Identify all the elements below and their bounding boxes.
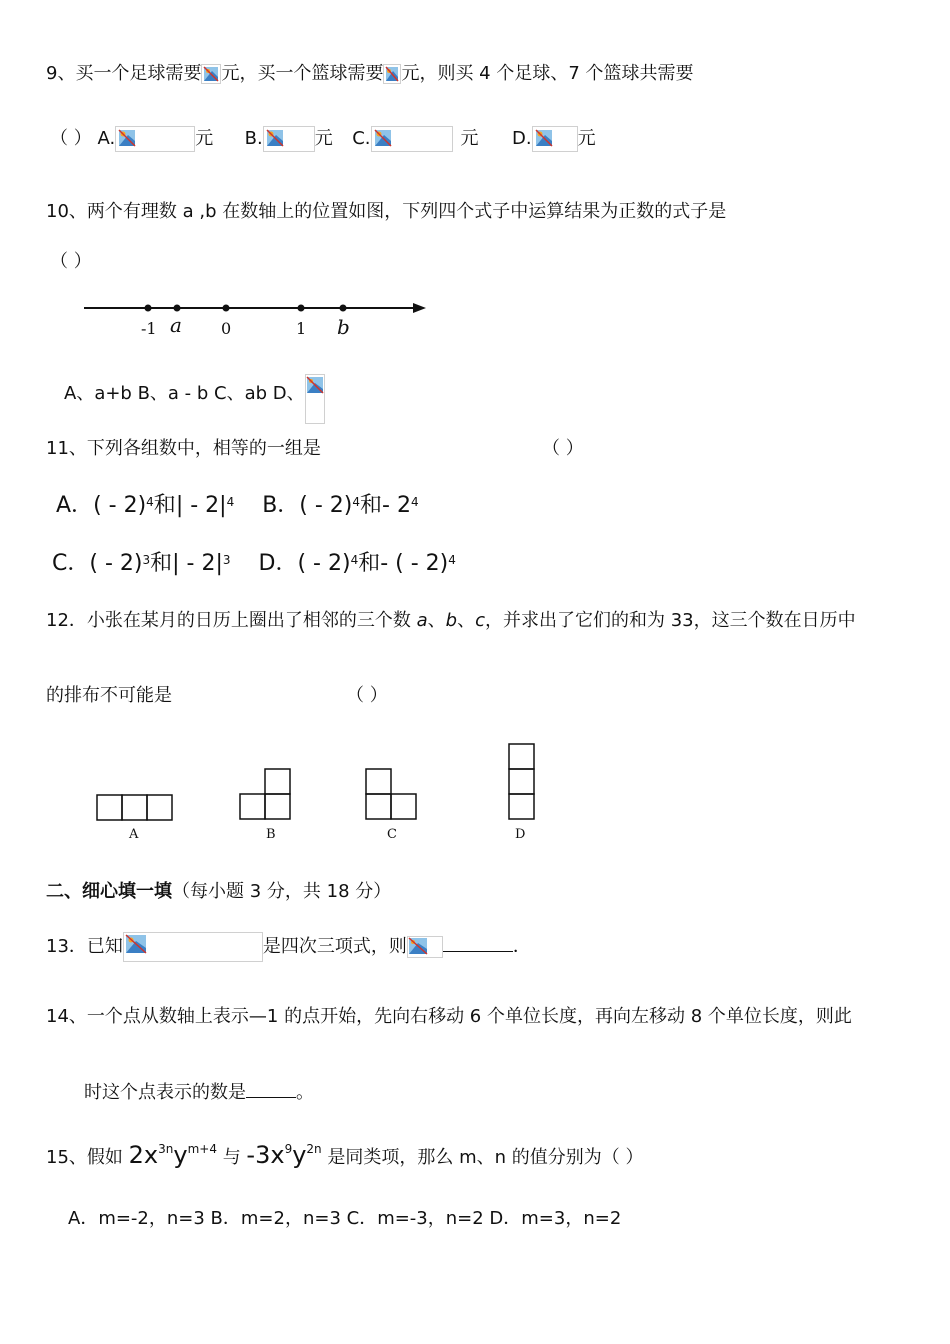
q13-text-part1: 13．已知 (46, 936, 123, 957)
number-line-diagram (80, 296, 430, 342)
q14-text-part2: 时这个点表示的数是 (84, 1082, 246, 1103)
expr: ( - 2) (297, 551, 351, 576)
section-title: 二、细心填一填 (46, 881, 172, 902)
diagram-label-b: B (266, 827, 276, 842)
diagram-label-a: A (129, 827, 139, 842)
q10-paren: （ ） (50, 251, 92, 272)
unit-yuan: 元 (460, 128, 479, 149)
exponent: 3 (142, 553, 151, 567)
calendar-diagram-c (365, 768, 421, 844)
q9-stem (46, 62, 694, 86)
option-c-label: C. (352, 128, 371, 149)
broken-image-icon (383, 64, 401, 84)
broken-image-icon (123, 932, 263, 962)
answer-paren: （ ） (50, 128, 92, 149)
expr: ( - 2) (93, 493, 147, 518)
q15-options: A．m=-2，n=3 B．m=2，n=3 C．m=-3，n=2 D．m=3，n=2 (68, 1208, 622, 1229)
expr: ( - 2) (299, 493, 353, 518)
option-d-label: D． (258, 551, 298, 576)
q12-text-part1: 12．小张在某月的日历上圈出了相邻的三个数 (46, 610, 417, 631)
section-note: （每小题 3 分，共 18 分） (172, 881, 392, 902)
exponent: 4 (352, 495, 361, 509)
var-b: b (445, 610, 458, 631)
q11-stem (46, 437, 606, 461)
answer-blank[interactable] (246, 1079, 296, 1098)
tick-label-b: b (337, 315, 350, 339)
calendar-diagram-d (508, 743, 538, 844)
period: 。 (296, 1082, 314, 1103)
broken-image-icon (305, 374, 325, 424)
option-a-label: A． (56, 493, 94, 518)
expr: - ( - 2) (380, 551, 449, 576)
tick-label-neg1: -1 (141, 319, 157, 338)
expr: ( - 2) (89, 551, 143, 576)
var-c: c (475, 610, 485, 631)
answer-blank[interactable] (443, 933, 513, 952)
term2-coef: -3x (246, 1141, 285, 1169)
q9-text-part2: 元，买一个篮球需要 (221, 63, 384, 84)
tick-label-1: 1 (296, 319, 307, 338)
q10-options-text: A、a+b B、a - b C、ab D、 (64, 383, 305, 404)
and-word: 和 (150, 551, 173, 576)
q15-text-part2: 是同类项，那么 m、n 的值分别为（ ） (321, 1147, 644, 1168)
term2-y: y (292, 1141, 307, 1169)
var-a: a (416, 610, 428, 631)
period: ． (512, 936, 531, 957)
answer-paren: （ ） (346, 685, 388, 706)
and-word: 和 (358, 551, 381, 576)
term1-y: y (173, 1141, 188, 1169)
unit-yuan: 元 (577, 128, 596, 149)
diagram-label-c: C (387, 827, 397, 842)
q10-stem: 10、两个有理数 a ,b 在数轴上的位置如图，下列四个式子中运算结果为正数的式子是 (46, 201, 727, 222)
expr: | - 2| (172, 551, 223, 576)
exponent: 4 (350, 553, 359, 567)
calendar-diagram-a (96, 794, 176, 844)
exponent: 3 (222, 553, 231, 567)
calendar-diagram-b (239, 768, 295, 844)
option-c-label: C． (52, 551, 90, 576)
exponent: 2n (306, 1142, 322, 1156)
and-word: 和 (153, 493, 176, 518)
separator: 、 (427, 610, 446, 631)
expr: - 2 (382, 493, 411, 518)
q12-stem-cont (46, 684, 446, 708)
exponent: 3n (158, 1142, 174, 1156)
broken-image-icon (532, 126, 578, 152)
q14-stem: 14、一个点从数轴上表示—1 的点开始，先向右移动 6 个单位长度，再向左移动 8 个单位长度，则此 (46, 1006, 852, 1027)
separator: 、 (457, 610, 476, 631)
q11-options-cd (52, 550, 456, 578)
q12-stem (46, 609, 856, 633)
option-b-label: B． (262, 493, 300, 518)
exponent: m+4 (187, 1142, 217, 1156)
and-word: 和 (360, 493, 383, 518)
unit-yuan: 元 (195, 128, 214, 149)
diagram-label-d: D (515, 827, 526, 842)
q11-options-ab (56, 492, 419, 520)
answer-paren: （ ） (542, 438, 584, 459)
exponent: 9 (284, 1142, 293, 1156)
q10-options (64, 374, 325, 406)
q12-text-part2: ，并求出了它们的和为 33，这三个数在日历中 (485, 610, 856, 631)
unit-yuan: 元 (314, 128, 333, 149)
q9-text-part1: 9、买一个足球需要 (46, 63, 202, 84)
q15-mid: 与 (216, 1147, 247, 1168)
option-d-label: D. (511, 128, 532, 149)
broken-image-icon (407, 936, 443, 958)
broken-image-icon (115, 126, 195, 152)
broken-image-icon (263, 126, 315, 152)
q12-text-part3: 的排布不可能是 (46, 685, 172, 706)
q13-text-part2: 是四次三项式，则 (262, 936, 407, 957)
q13-stem (46, 932, 531, 962)
option-a-label: A. (97, 128, 116, 149)
q14-stem-cont (84, 1079, 314, 1105)
q15-stem (46, 1141, 643, 1170)
exponent: 4 (410, 495, 419, 509)
option-b-label: B. (244, 128, 263, 149)
q9-text-part3: 元，则买 4 个足球、7 个篮球共需要 (401, 63, 694, 84)
tick-label-a: a (170, 313, 182, 337)
broken-image-icon (201, 64, 221, 84)
exponent: 4 (226, 495, 235, 509)
q9-options (50, 126, 596, 152)
expr: | - 2| (175, 493, 227, 518)
term1-coef: 2x (128, 1141, 159, 1169)
section-heading (46, 880, 391, 904)
exponent: 4 (146, 495, 154, 509)
exponent: 4 (448, 553, 456, 567)
q11-text: 11、下列各组数中，相等的一组是 (46, 438, 321, 459)
q15-text-part1: 15、假如 (46, 1147, 129, 1168)
broken-image-icon (371, 126, 453, 152)
tick-label-0: 0 (221, 319, 232, 338)
